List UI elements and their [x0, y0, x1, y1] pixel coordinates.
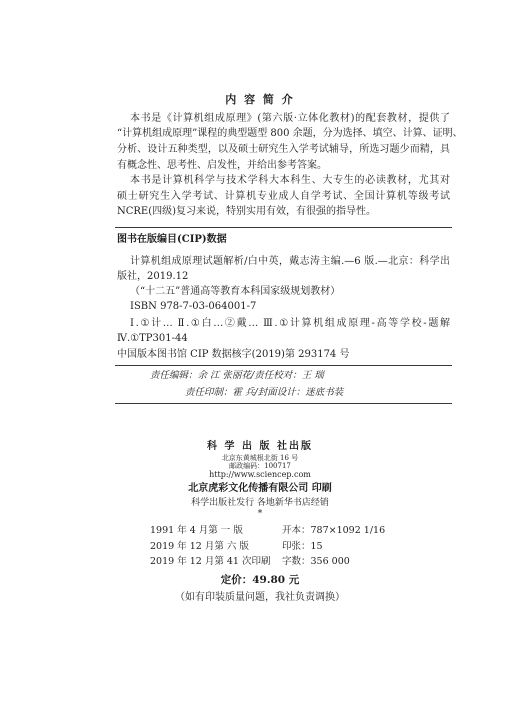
edition-row — [0, 524, 520, 537]
cip-isbn: ISBN 978-7-03-064001-7 — [130, 301, 257, 312]
summary-line: 硕士研究生入学考试、计算机专业成人自学考试、全国计算机等级考试 — [117, 191, 450, 202]
edition-spec: 字数：356 000 — [282, 556, 350, 567]
separator-star: * — [257, 509, 263, 519]
publisher-postcode: 邮政编码：100717 — [229, 462, 291, 470]
cip-line: （“十二五”普通高等教育本科国家级规划教材） — [130, 286, 341, 297]
divider — [115, 227, 452, 228]
price: 定价：49.80 元 — [220, 574, 300, 586]
cip-line: 版社，2019.12 — [117, 271, 189, 282]
edition-row — [0, 540, 520, 553]
edition-date: 2019 年 12 月第 41 次印刷 — [150, 556, 271, 567]
publisher-address: 北京东黄城根北街 16 号 — [221, 454, 299, 462]
distribution-note: 科学出版社发行 各地新华书店经销 — [191, 498, 329, 508]
divider — [115, 403, 452, 404]
summary-line: 有概念性、思考性、启发性，并给出参考答案。 — [117, 160, 327, 171]
cip-classification: Ⅰ.①计… Ⅱ.①白…②戴… Ⅲ.①计算机组成原理-高等学校-题解 — [130, 318, 450, 329]
summary-title: 内 容 简 介 — [225, 93, 295, 106]
edition-row — [0, 555, 520, 568]
summary-line: 分析、设计五种类型，以及硕士研究生入学考试辅导，所选习题少而精，具 — [117, 144, 450, 155]
cip-heading: 图书在版编目(CIP)数据 — [117, 234, 227, 245]
summary-line: NCRE(四级)复习来说，特别实用有效，有很强的指导性。 — [117, 206, 377, 217]
credits-production: 责任印制：霍 兵/封面设计：迷底书装 — [185, 387, 344, 398]
publisher-name: 科 学 出 版 社出版 — [207, 441, 313, 452]
cip-classification: Ⅳ.①TP301-44 — [117, 333, 188, 344]
cip-record: 中国版本图书馆 CIP 数据核字(2019)第 293174 号 — [117, 349, 350, 360]
edition-spec: 开本：787×1092 1/16 — [282, 525, 386, 536]
printer-name: 北京虎彩文化传播有限公司 印刷 — [188, 483, 332, 494]
edition-spec: 印张：15 — [282, 541, 323, 552]
summary-line: “计算机组成原理”课程的典型题型 800 余题，分为选择、填空、计算、证明、 — [117, 128, 463, 139]
cip-line: 计算机组成原理试题解析/白中英，戴志涛主编.—6 版.—北京：科学出 — [130, 256, 450, 267]
edition-date: 1991 年 4 月第 一 版 — [150, 525, 243, 536]
summary-line: 本书是计算机科学与技术学科大本科生、大专生的必读教材，尤其对 — [130, 175, 450, 186]
credits-editors: 责任编辑：余 江 张丽花/责任校对：王 瑞 — [150, 370, 324, 381]
edition-date: 2019 年 12 月第 六 版 — [150, 541, 249, 552]
summary-line: 本书是《计算机组成原理》(第六版·立体化教材)的配套教材，提供了 — [130, 113, 450, 124]
divider — [115, 365, 452, 366]
quality-notice: （如有印装质量问题，我社负责调换） — [175, 592, 345, 603]
publisher-website: http://www.sciencep.com — [209, 470, 311, 479]
